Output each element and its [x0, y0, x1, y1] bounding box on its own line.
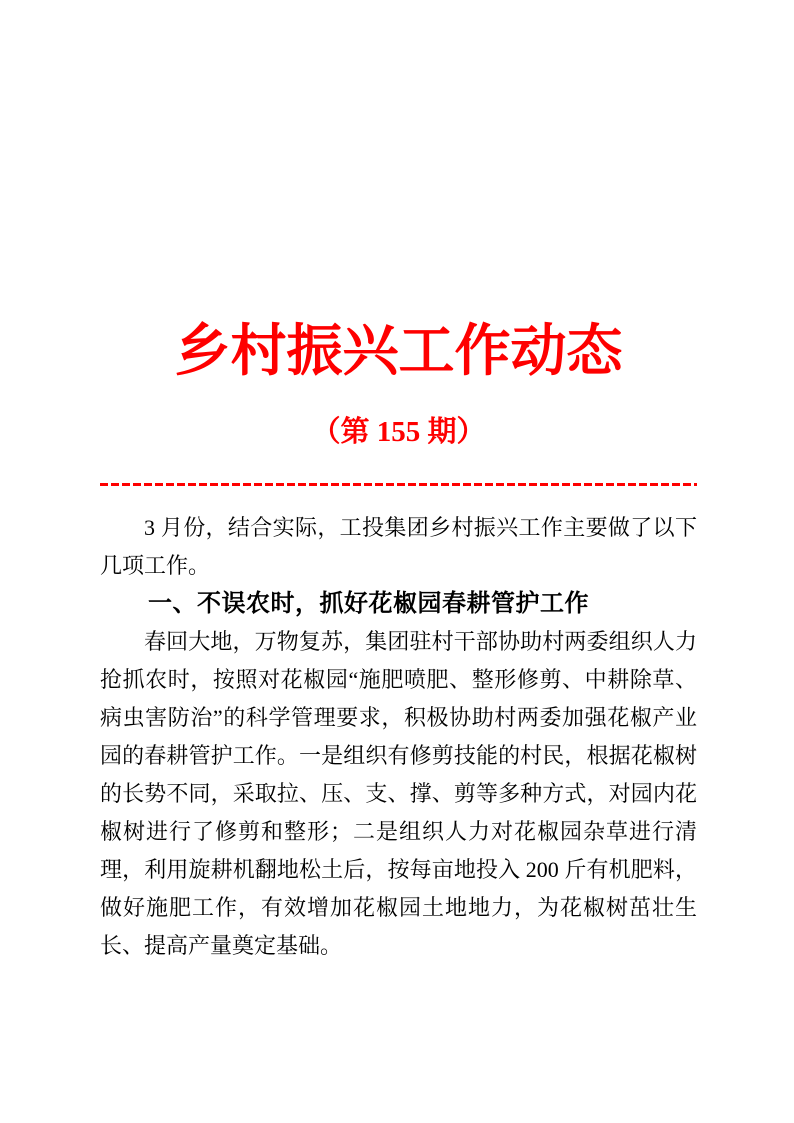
document-body [100, 509, 697, 965]
page-title: 乡村振兴工作动态 [174, 321, 623, 383]
section-paragraph: 春回大地，万物复苏，集团驻村干部协助村两委组织人力抢抓农时，按照对花椒园“施肥喷肥、整形修剪、中耕除草、病虫害防治”的科学管理要求，积极协助村两委加强花椒产业园的春耕管护工作。一是组织有修剪技能的村民，根据花椒树的长势不同，采取拉、压、支、撑、剪等多种方式，对园内花椒树进行了修剪和整形；二是组织人力对花椒园杂草进行清理，利用旋耕机翻地松土后，按每亩地投入 200 斤有机肥料，做好施肥工作，有效增加花椒园土地地力，为花椒树茁壮生长、提高产量奠定基础。 [100, 629, 697, 958]
issue-number: （第 155 期） [311, 416, 486, 448]
red-dashed-divider [100, 483, 697, 486]
intro-paragraph: 3 月份，结合实际，工投集团乡村振兴工作主要做了以下几项工作。 [100, 515, 697, 578]
section-heading: 一、不误农时，抓好花椒园春耕管护工作 [148, 590, 589, 617]
